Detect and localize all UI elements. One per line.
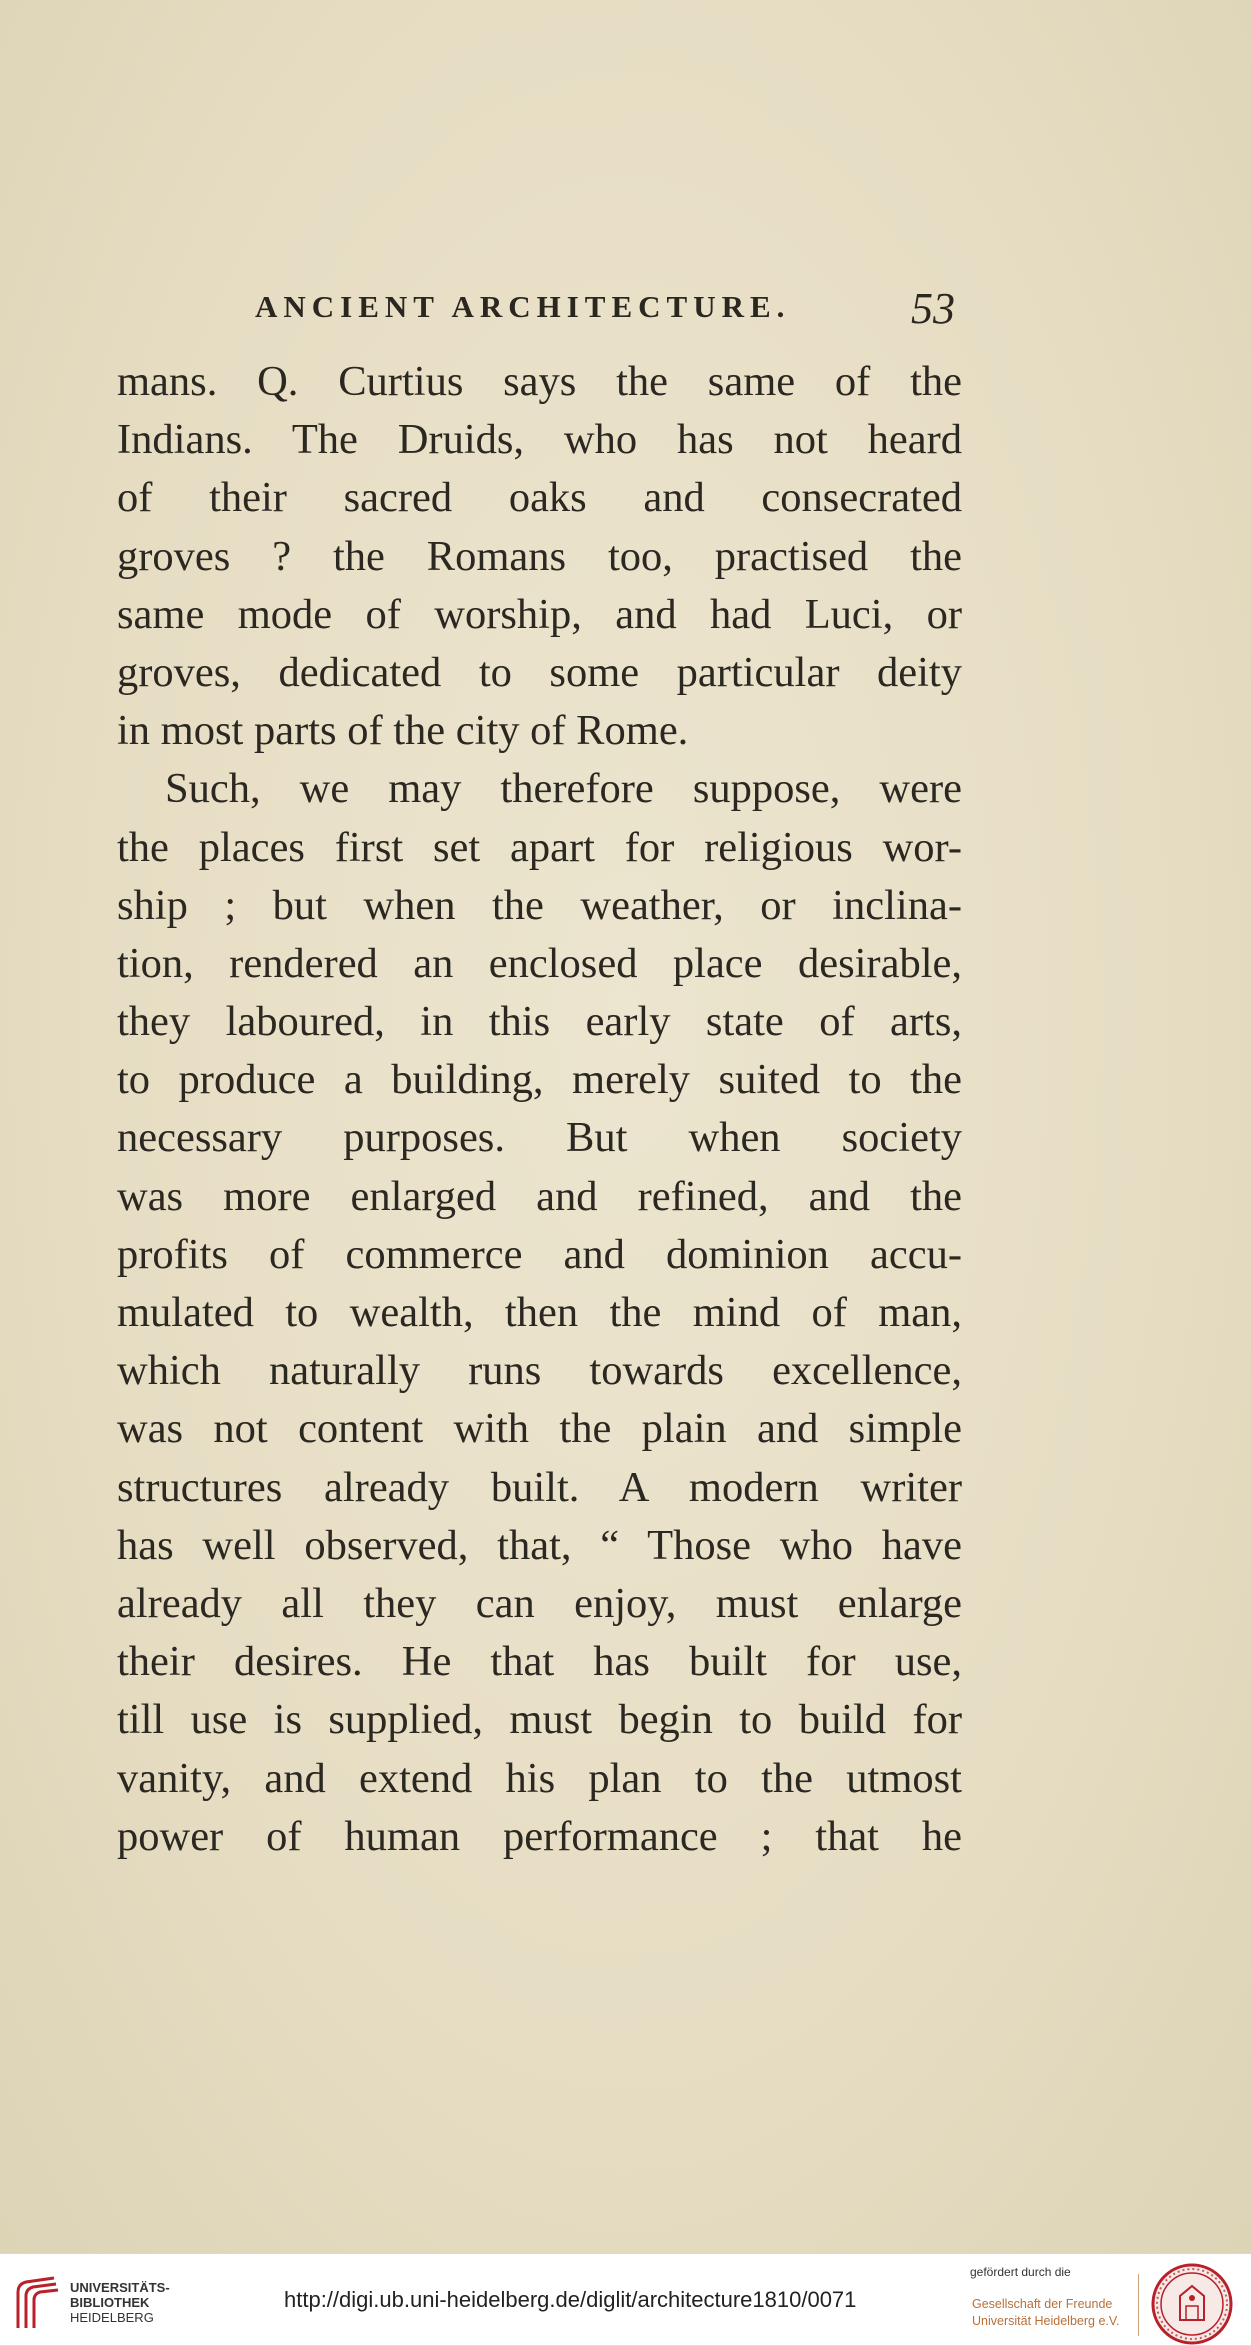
text-line: Such, we may therefore suppose, were	[165, 765, 962, 813]
text-line: structures already built. A modern writer	[117, 1463, 962, 1511]
text-line: till use is supplied, must begin to build for	[117, 1696, 962, 1744]
sponsor-name-line: Universität Heidelberg e.V.	[972, 2314, 1120, 2328]
university-seal-icon	[1150, 2262, 1234, 2346]
text-line: power of human performance ; that he	[117, 1812, 962, 1860]
text-line: their desires. He that has built for use,	[117, 1638, 962, 1686]
permalink-url[interactable]: http://digi.ub.uni-heidelberg.de/diglit/architecture1810/0071	[284, 2287, 857, 2312]
footer-bar	[0, 2253, 1251, 2345]
text-line: which naturally runs towards excellence,	[117, 1347, 962, 1395]
text-line: they laboured, in this early state of arts,	[117, 998, 962, 1046]
text-line: tion, rendered an enclosed place desirable,	[117, 939, 962, 987]
text-line: already all they can enjoy, must enlarge	[117, 1579, 962, 1627]
body-text	[117, 353, 962, 1866]
text-line: vanity, and extend his plan to the utmost	[117, 1754, 962, 1802]
university-library-logo-icon	[14, 2276, 62, 2334]
text-line: profits of commerce and dominion accu-	[117, 1230, 962, 1278]
library-name	[70, 2280, 170, 2325]
divider	[1138, 2274, 1139, 2336]
text-line: has well observed, that, “ Those who have	[117, 1521, 962, 1569]
sponsor-name-line: Gesellschaft der Freunde	[972, 2297, 1113, 2311]
text-line: same mode of worship, and had Luci, or	[117, 590, 962, 638]
running-title: ANCIENT ARCHITECTURE.	[255, 289, 791, 324]
text-line: mans. Q. Curtius says the same of the	[117, 358, 962, 405]
sponsor-label: gefördert durch die	[970, 2265, 1071, 2279]
text-line: groves, dedicated to some particular deity	[117, 648, 962, 696]
page-number: 53	[911, 284, 955, 333]
text-line: necessary purposes. But when society	[117, 1114, 962, 1162]
library-name-line: HEIDELBERG	[70, 2310, 154, 2325]
library-name-line: BIBLIOTHEK	[70, 2295, 150, 2310]
text-line: was not content with the plain and simple	[117, 1405, 962, 1453]
text-line: to produce a building, merely suited to the	[117, 1056, 962, 1104]
text-line: the places first set apart for religious wor-	[117, 823, 962, 871]
sponsor-name	[972, 2296, 1120, 2330]
running-head	[255, 283, 955, 333]
text-line: Indians. The Druids, who has not heard	[117, 416, 962, 464]
text-line: mulated to wealth, then the mind of man,	[117, 1289, 962, 1336]
text-line: was more enlarged and refined, and the	[117, 1172, 962, 1220]
text-line: ship ; but when the weather, or inclina-	[117, 881, 962, 929]
text-line: groves ? the Romans too, practised the	[117, 532, 962, 580]
text-line: of their sacred oaks and consecrated	[117, 474, 962, 522]
text-line: in most parts of the city of Rome.	[117, 707, 689, 755]
library-name-line: UNIVERSITÄTS-	[70, 2280, 170, 2295]
